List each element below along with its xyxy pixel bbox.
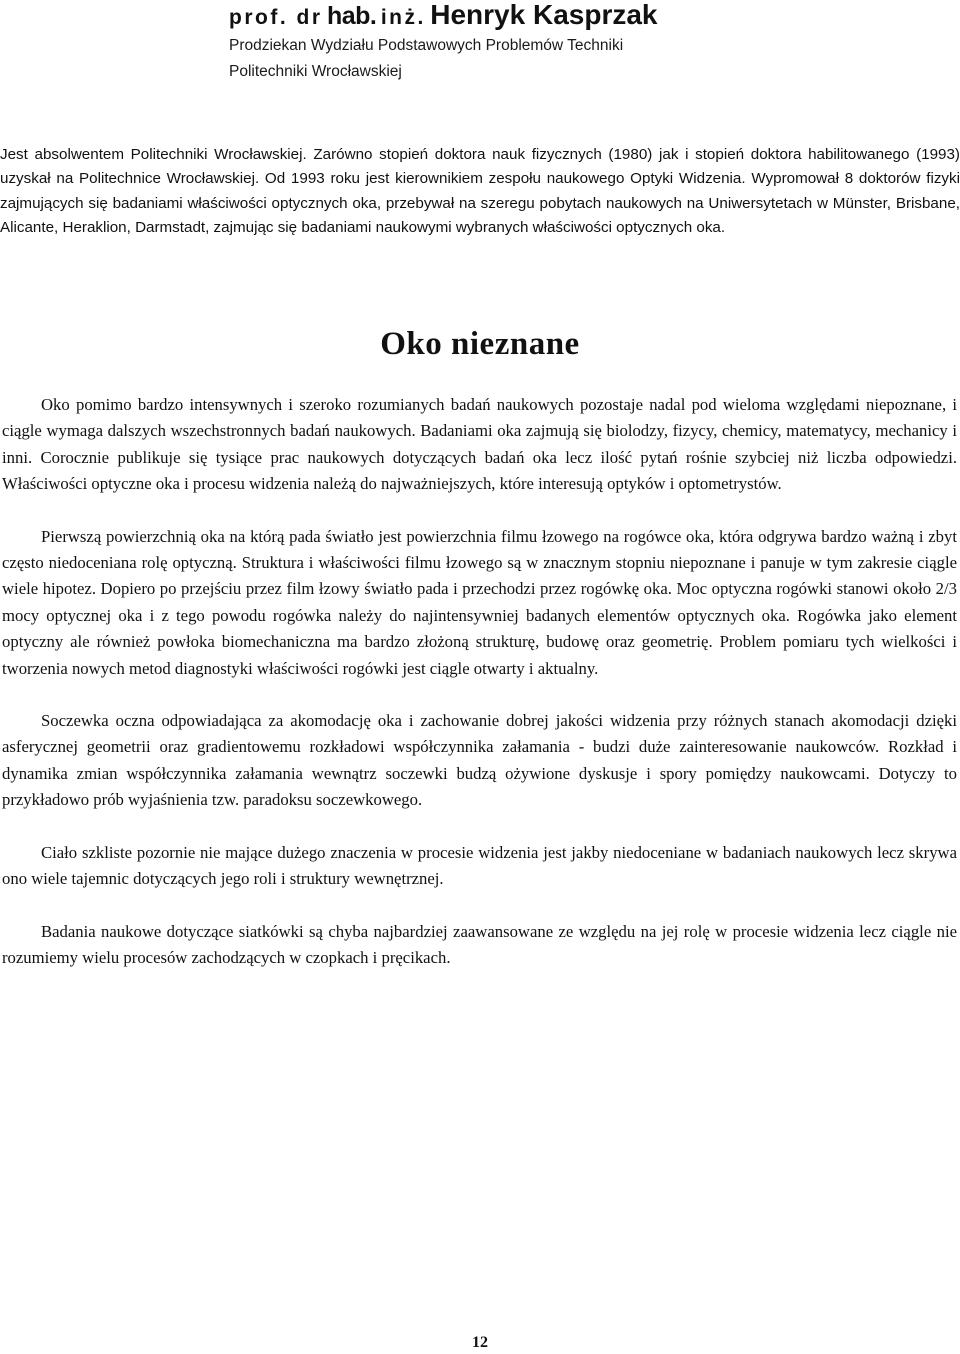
author-affiliation-line-1: Prodziekan Wydziału Podstawowych Problemów Techniki [229, 37, 624, 54]
article-title: Oko nieznane [380, 326, 580, 362]
article-paragraph: Pierwszą powierzchnią oka na którą pada światło jest powierzchnia filmu łzowego na rogówce oka, która odgrywa bardzo ważną i zbyt często niedoceniana rolę optyczną. Struktura i właściwości filmu łzowego są w znacznym stopniu niepoznane i panuje w tym zakresie ciągle wiele hipotez. Dopiero po przejściu przez film łzowy światło pada i przechodzi przez rogówkę oka. Moc optyczna rogówki stanowi około 2/3 mocy optycznej oka i z tego powodu rogówka należy do najintensywniej badanych elementów optycznych oka. Rogówka jako element optyczny ale również powłoka biomechaniczna ma bardzo złożoną strukturę, budowę oraz geometrię. Problem pomiaru tych wielkości i tworzenia nowych metod diagnostyki właściwości rogówki jest ciągle otwarty i aktualny. [2, 526, 957, 678]
article-body [2, 392, 957, 971]
article-paragraph: Badania naukowe dotyczące siatkówki są chyba najbardziej zaawansowane ze względu na jej rolę w procesie widzenia lecz ciągle nie rozumiemy wielu procesów zachodzących w czopkach i pręcikach. [2, 921, 957, 967]
author-name-line [229, 0, 929, 30]
author-affiliation-line-2: Politechniki Wrocławskiej [229, 63, 402, 80]
author-title-inz: inż. [380, 6, 426, 29]
article-paragraph: Ciało szkliste pozornie nie mające dużego znaczenia w procesie widzenia jest jakby niedoceniane w badaniach naukowych lecz skrywa ono wiele tajemnic dotyczących jego roli i struktury wewnętrznej. [2, 842, 957, 889]
author-title-hab: hab. [326, 2, 377, 30]
article-paragraph: Soczewka oczna odpowiadająca za akomodację oka i zachowanie dobrej jakości widzenia przy różnych stanach akomodacji dzięki asferycznej geometrii oraz gradientowemu rozkładowi współczynnika załamania - budzi duże zainteresowanie naukowców. Rozkład i dynamika zmian współczynnika załamania wewnątrz soczewki budzą ożywione dyskusje i spory pomiędzy naukowcami. Dotyczy to przykładowo prób wyjaśnienia tzw. paradoksu soczewkowego. [2, 711, 957, 810]
page-number: 12 [472, 1334, 488, 1351]
author-bio: Jest absolwentem Politechniki Wrocławskiej. Zarówno stopień doktora nauk fizycznych (1980) jak i stopień doktora habilitowanego (1993) uzyskał na Politechnice Wrocławskiej. Od 1993 roku jest kierownikiem zespołu naukowego Optyki Widzenia. Wypromował 8 doktorów fizyki zajmujących się badaniami właściwości optycznych oka, przebywał na szeregu pobytach naukowych na Uniwersytetach w Münster, Brisbane, Alicante, Heraklion, Darmstadt, zajmując się badaniami naukowymi wybranych właściwości optycznych oka. [0, 146, 960, 236]
author-header [229, 0, 929, 85]
author-title-prefix: prof. dr [229, 6, 323, 29]
article-paragraph: Oko pomimo bardzo intensywnych i szeroko rozumianych badań naukowych pozostaje nadal pod wieloma względami niepoznane, i ciągle wymaga dalszych wszechstronnych badań naukowych. Badaniami oka zajmują się biolodzy, fizycy, chemicy, matematycy, mechanicy i inni. Corocznie publikuje się tysiące prac naukowych dotyczących badań oka lecz ilość pytań rośnie szybciej niż liczba odpowiedzi. Właściwości optyczne oka i procesu widzenia należą do najważniejszych, które interesują optyków i optometrystów. [2, 395, 957, 494]
author-name: Henryk Kasprzak [430, 0, 658, 30]
